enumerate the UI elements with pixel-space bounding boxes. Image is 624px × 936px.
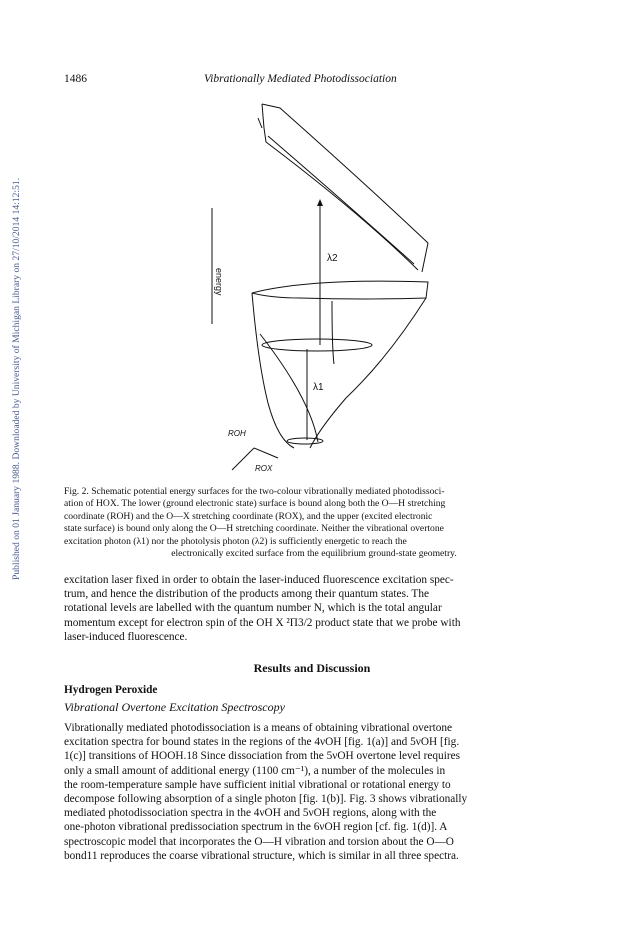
text-line: excitation spectra for bound states in the regions of the 4νOH [fig. 1(a)] and 5νOH [fig. [64,736,460,749]
text-line: laser-induced fluorescence. [64,630,188,643]
upper-surface-edge [258,118,262,128]
caption-line: Fig. 2. Schematic potential energy surfaces for the two-colour vibrationally mediated photodissoci- [64,486,445,497]
caption-line: excitation photon (λ1) nor the photolysis photon (λ2) is sufficiently energetic to reach the [64,535,407,547]
text-line: decompose following absorption of a single photon [fig. 1(b)]. Fig. 3 shows vibrationally [64,793,468,806]
caption-line: state surface) is bound only along the O—H stretching coordinate. Neither the vibrational overtone [64,523,444,535]
potential-energy-diagram [160,98,460,478]
text-line: 1(c)] transitions of HOOH.18 Since dissociation from the 5νOH overtone level requires [64,750,461,763]
lower-surface-inner-fold [332,301,334,364]
subsection-heading: Vibrational Overtone Excitation Spectroscopy [64,700,285,714]
lower-surface-left-wall [252,293,294,448]
lower-surface-right-wall [310,298,426,448]
text-line: trum, and hence the distribution of the products among their quantum states. The [64,588,429,601]
upper-surface-trough [268,136,414,264]
section-heading-hydrogen-peroxide: Hydrogen Peroxide [64,684,158,696]
caption-line: electronically excited surface from the equilibrium ground-state geometry. [171,548,457,560]
paragraph-2 [64,721,565,863]
text-line: excitation laser fixed in order to obtain the laser-induced fluorescence excitation spec- [64,574,454,586]
roh-label: ROH [228,429,246,438]
lambda2-arrowhead [317,199,323,206]
text-line: rotational levels are labelled with the quantum number N, which is the total angular [64,602,442,615]
section-heading-results: Results and Discussion [253,661,371,675]
roh-axis [232,448,254,470]
paragraph-1 [64,573,565,644]
lambda1-label: λ1 [313,382,324,393]
text-line: spectroscopic model that incorporates the O—H vibration and torsion about the O—O [64,835,454,848]
figure-caption [64,486,564,560]
text-line: Vibrationally mediated photodissociation is a means of obtaining vibrational overtone [64,722,453,734]
download-watermark [4,110,22,580]
caption-line: ation of HOX. The lower (ground electronic state) surface is bound along both the O—H stretching [64,498,446,510]
download-watermark-text: Published on 01 January 1988. Downloaded by University of Michigan Library on 27/10/2014 14:12:51. [11,177,22,580]
potential-energy-figure [160,98,460,478]
text-line: momentum except for electron spin of the OH X ²Π3/2 product state that we probe with [64,616,461,629]
lambda2-label: λ2 [327,253,338,264]
text-line: the room-temperature sample have sufficient initial vibrational or rotational energy to [64,778,451,791]
text-line: mediated photodissociation spectra in the 4νOH and 5νOH regions, along with the [64,807,437,820]
text-line: only a small amount of additional energy (1100 cm⁻¹), a number of the molecules in [64,764,446,777]
page-number: 1486 [64,73,87,85]
energy-label: energy [214,268,224,296]
running-title: Vibrationally Mediated Photodissociation [204,73,397,85]
rox-label: ROX [255,464,273,473]
caption-line: coordinate (ROH) and the O—X stretching coordinate (ROX), and the upper (excited electronic [64,510,433,522]
text-line: bond11 reproduces the coarse vibrational structure, which is similar in all three spectra. [64,849,459,862]
rox-axis [254,448,278,458]
upper-surface-back [262,104,428,272]
lower-surface-rim [252,281,428,299]
upper-surface-ridge [262,104,418,270]
overtone-level [262,339,372,351]
text-line: one-photon vibrational predissociation spectrum in the 6νOH region [cf. fig. 1(d)]. A [64,821,448,834]
